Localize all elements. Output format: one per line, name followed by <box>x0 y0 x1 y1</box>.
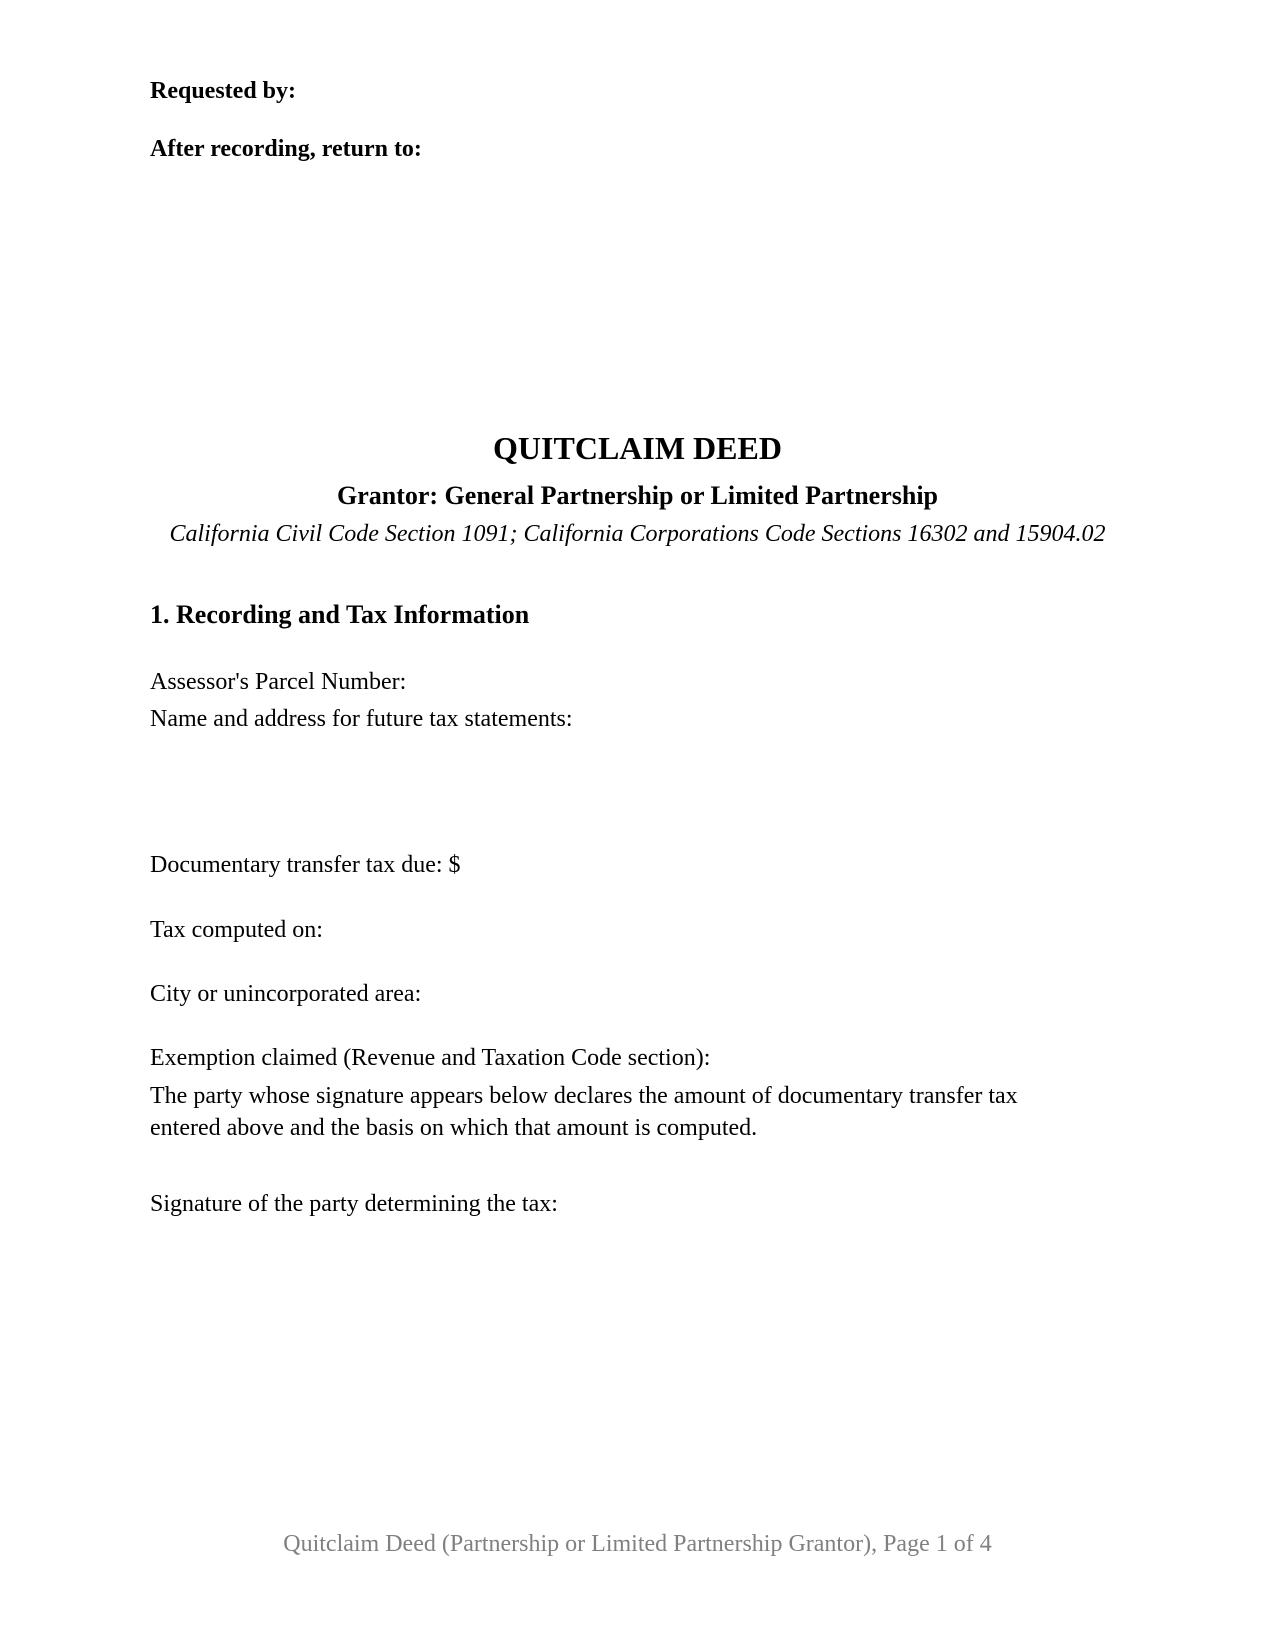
page-footer: Quitclaim Deed (Partnership or Limited Partnership Grantor), Page 1 of 4 <box>283 1531 992 1557</box>
section-heading-recording-tax: 1. Recording and Tax Information <box>150 600 530 629</box>
apn-label: Assessor's Parcel Number: <box>150 669 407 695</box>
city-area-label: City or unincorporated area: <box>150 981 422 1007</box>
requested-by-label: Requested by: <box>150 78 297 104</box>
return-to-label: After recording, return to: <box>150 136 422 162</box>
statute-citation: California Civil Code Section 1091; California Corporations Code Sections 16302 and 15904.02 <box>169 521 1106 547</box>
tax-declaration-paragraph: The party whose signature appears below declares the amount of documentary transfer tax entered above and the basis on which that amount is computed. <box>150 1083 1018 1141</box>
document-subtitle: Grantor: General Partnership or Limited Partnership <box>336 481 939 510</box>
future-tax-statements-label: Name and address for future tax statements: <box>150 706 573 732</box>
transfer-tax-due-label: Documentary transfer tax due: $ <box>150 852 461 878</box>
signature-label: Signature of the party determining the tax: <box>150 1191 558 1217</box>
exemption-claimed-label: Exemption claimed (Revenue and Taxation Code section): <box>150 1045 711 1071</box>
tax-computed-on-label: Tax computed on: <box>150 917 323 943</box>
document-title: QUITCLAIM DEED <box>493 430 782 466</box>
